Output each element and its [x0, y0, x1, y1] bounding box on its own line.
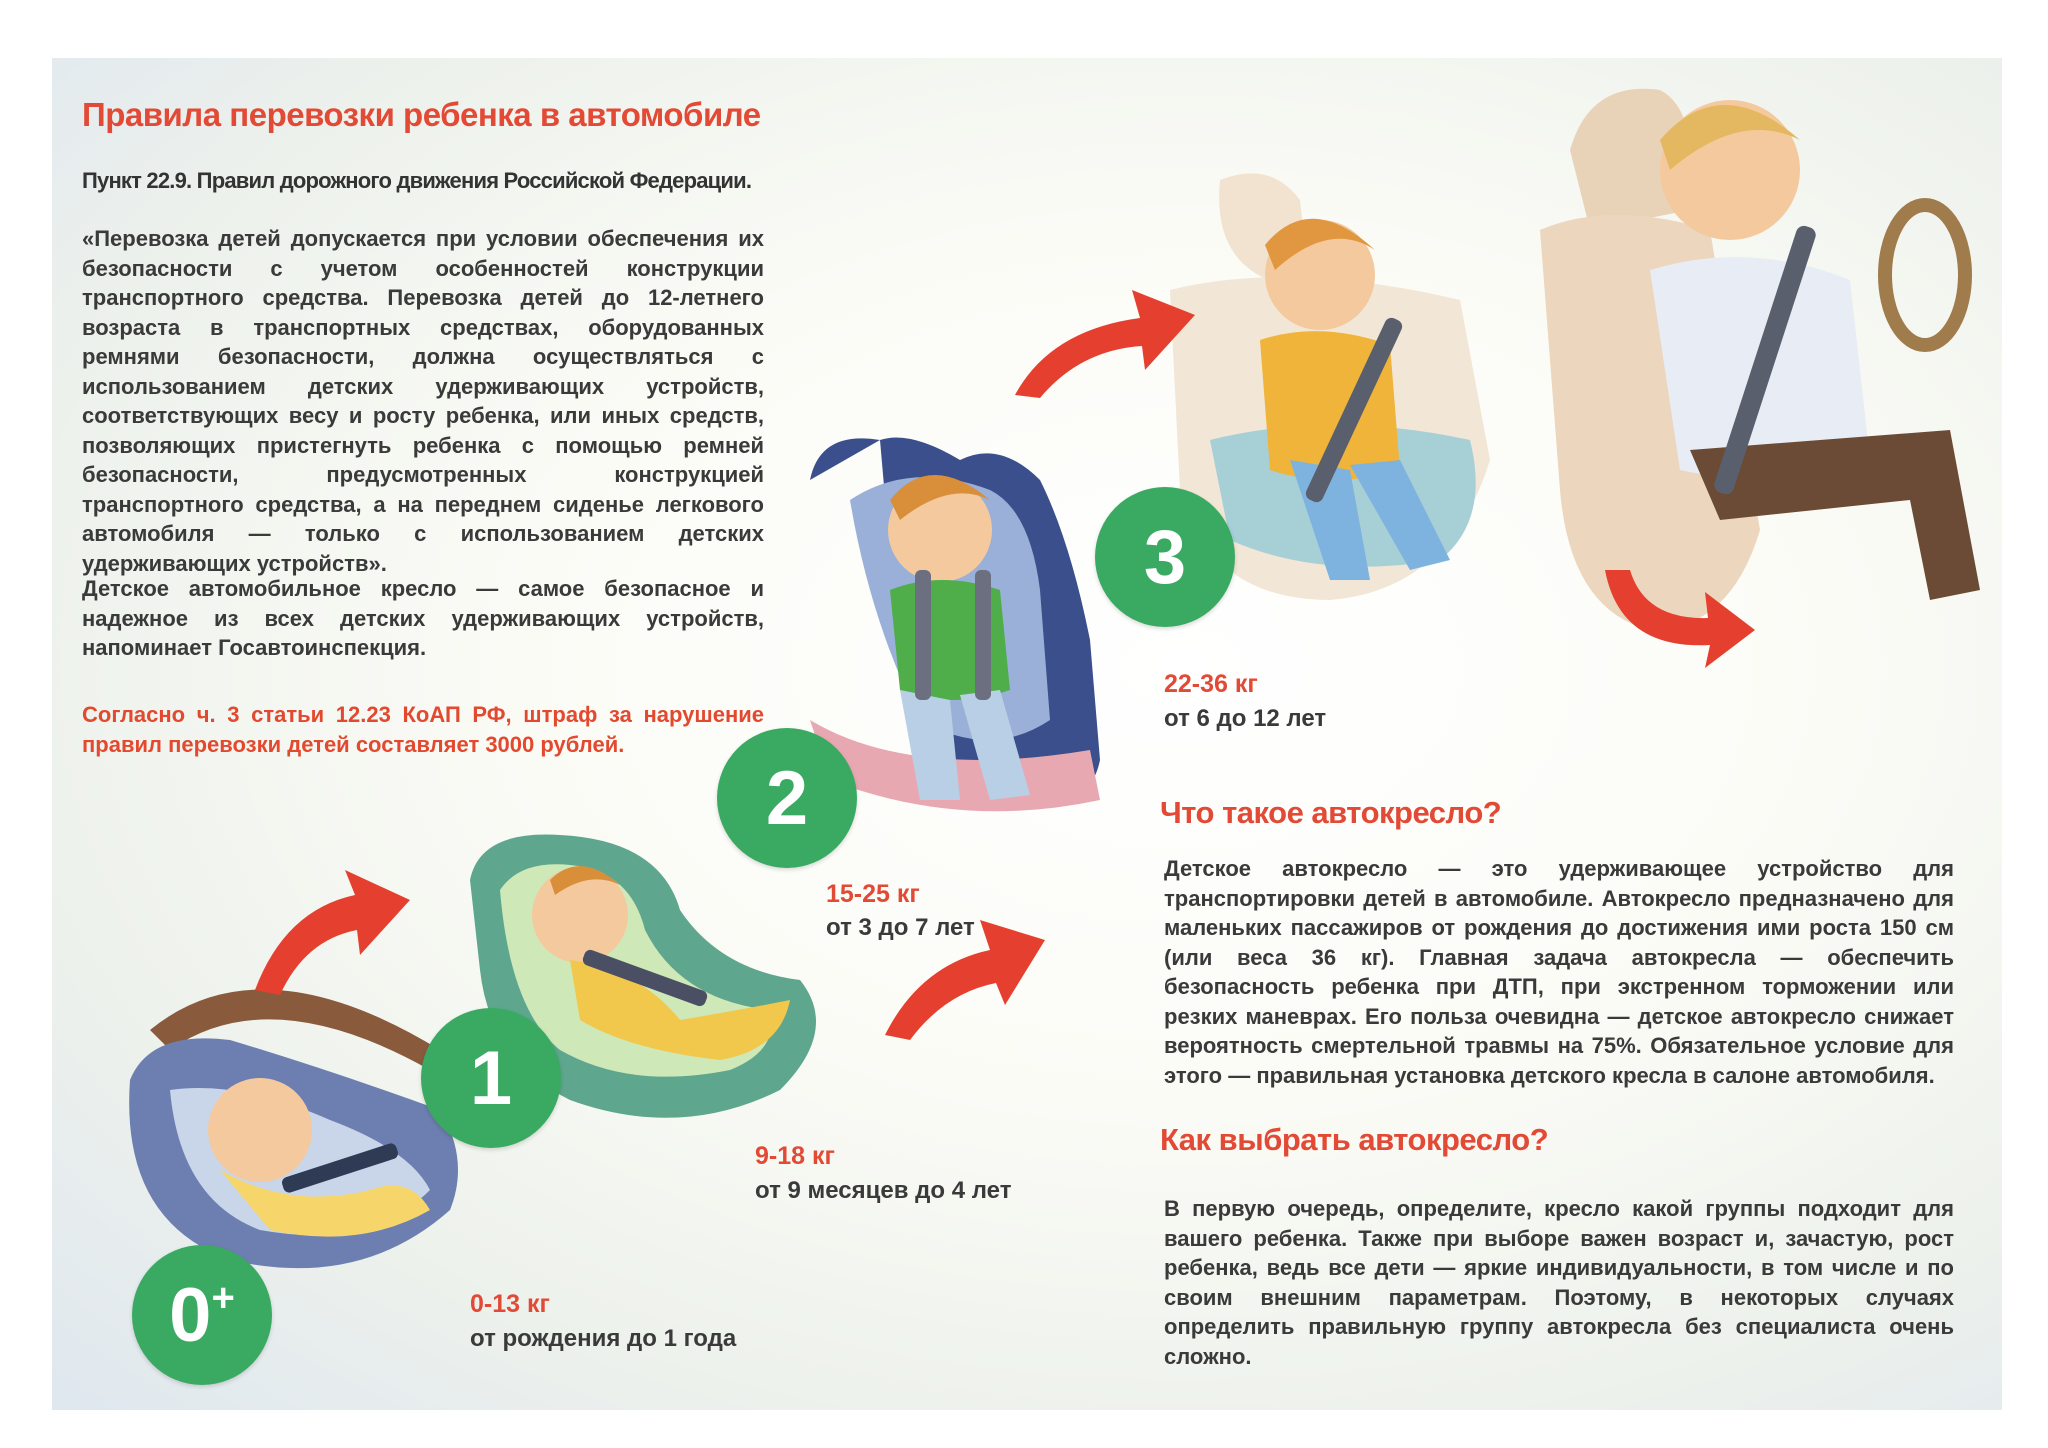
group-1-weight: 9-18 кг — [755, 1142, 835, 1170]
arrow-3-to-adult — [1600, 560, 1760, 670]
arrow-3-to-adult-shape — [1605, 570, 1755, 668]
arrow-0-to-1 — [245, 860, 415, 1000]
infant-head — [208, 1078, 312, 1182]
group-0-age: от рождения до 1 года — [470, 1325, 737, 1352]
child2-shirt — [890, 580, 1010, 700]
group-badge-1-number: 1 — [469, 1035, 513, 1121]
safety-note: Детское автомобильное кресло — самое безопасное и надежное из всех детских удерживающих устройств, напоминает Госавтоинспекция. — [82, 576, 764, 660]
what-is-text: Детское автокресло — это удерживающее устройство для транспортировки детей в автомобиле. Автокресло предназначено для маленьких пассажиров от рождения до достижения ими роста 150 см (или веса 36 кг). Главная задача автокресла — обеспечить безопасность ребенка при ДТП, при экстренном торможении или резких маневрах. Его польза очевидна — детское автокресло снижает вероятность смертельной травмы на 75%. Обязательное условие для этого — правильная установка детского кресла в салоне автомобиля. — [1164, 856, 1954, 1088]
child2-harness-left — [915, 570, 931, 700]
group-badge-0-number: 0 — [169, 1272, 212, 1358]
group-2-weight: 15-25 кг — [826, 880, 920, 908]
steering-wheel — [1885, 205, 1965, 345]
child2-harness-right — [975, 570, 991, 700]
arrow-2-to-3-shape — [1015, 290, 1195, 398]
infant-carrier-illustration — [110, 960, 490, 1290]
rules-quote: «Перевозка детей допускается при условии обеспечения их безопасности с учетом особенностей конструкции транспортного средства. Перевозка детей до 12-летнего возраста в транспортных средствах, оборудованных ремнями безопасности, должна осуществляться с использованием детских удерживающих устройств, соответствующих весу и росту ребенка, или иных средств, позволяющих пристегнуть ребенка с помощью ремней безопасности, предусмотренных конструкцией транспортного средства, а на переднем сиденье легкового автомобиля — только с использованием детских удерживающих устройств». — [82, 226, 764, 576]
group-3-age: от 6 до 12 лет — [1164, 705, 1327, 732]
group-badge-3 — [1095, 487, 1235, 627]
group-2-age: от 3 до 7 лет — [826, 914, 975, 941]
group-badge-0 — [132, 1245, 272, 1385]
arrow-2-to-3 — [1010, 280, 1200, 400]
group-0-weight: 0-13 кг — [470, 1290, 550, 1318]
group-3-weight: 22-36 кг — [1164, 670, 1258, 698]
group-badge-2 — [717, 728, 857, 868]
group-badge-3-number: 3 — [1143, 514, 1187, 600]
arrow-0-to-1-shape — [255, 870, 410, 995]
group-1-age: от 9 месяцев до 4 лет — [755, 1177, 1012, 1204]
page-subtitle: Пункт 22.9. Правил дорожного движения Российской Федерации. — [82, 168, 752, 193]
page-title: Правила перевозки ребенка в автомобиле — [82, 96, 761, 133]
group-badge-1 — [421, 1008, 561, 1148]
group-badge-0-sup: + — [211, 1275, 235, 1320]
what-is-heading: Что такое автокресло? — [1160, 795, 1502, 830]
group-badge-2-number: 2 — [765, 755, 809, 841]
how-to-choose-heading: Как выбрать автокресло? — [1160, 1122, 1549, 1157]
fine-note: Согласно ч. 3 статьи 12.23 КоАП РФ, штраф за нарушение правил перевозки детей составляет 3000 рублей. — [82, 702, 764, 757]
how-to-choose-text: В первую очередь, определите, кресло какой группы подходит для вашего ребенка. Также при выборе важен возраст и, зачастую, рост ребенка, ведь все дети — яркие индивидуальности, в том числе и по своим внешним параметрам. Поэтому, в некоторых случаях определить правильную группу автокресла без специалиста очень сложно. — [1164, 1196, 1954, 1369]
